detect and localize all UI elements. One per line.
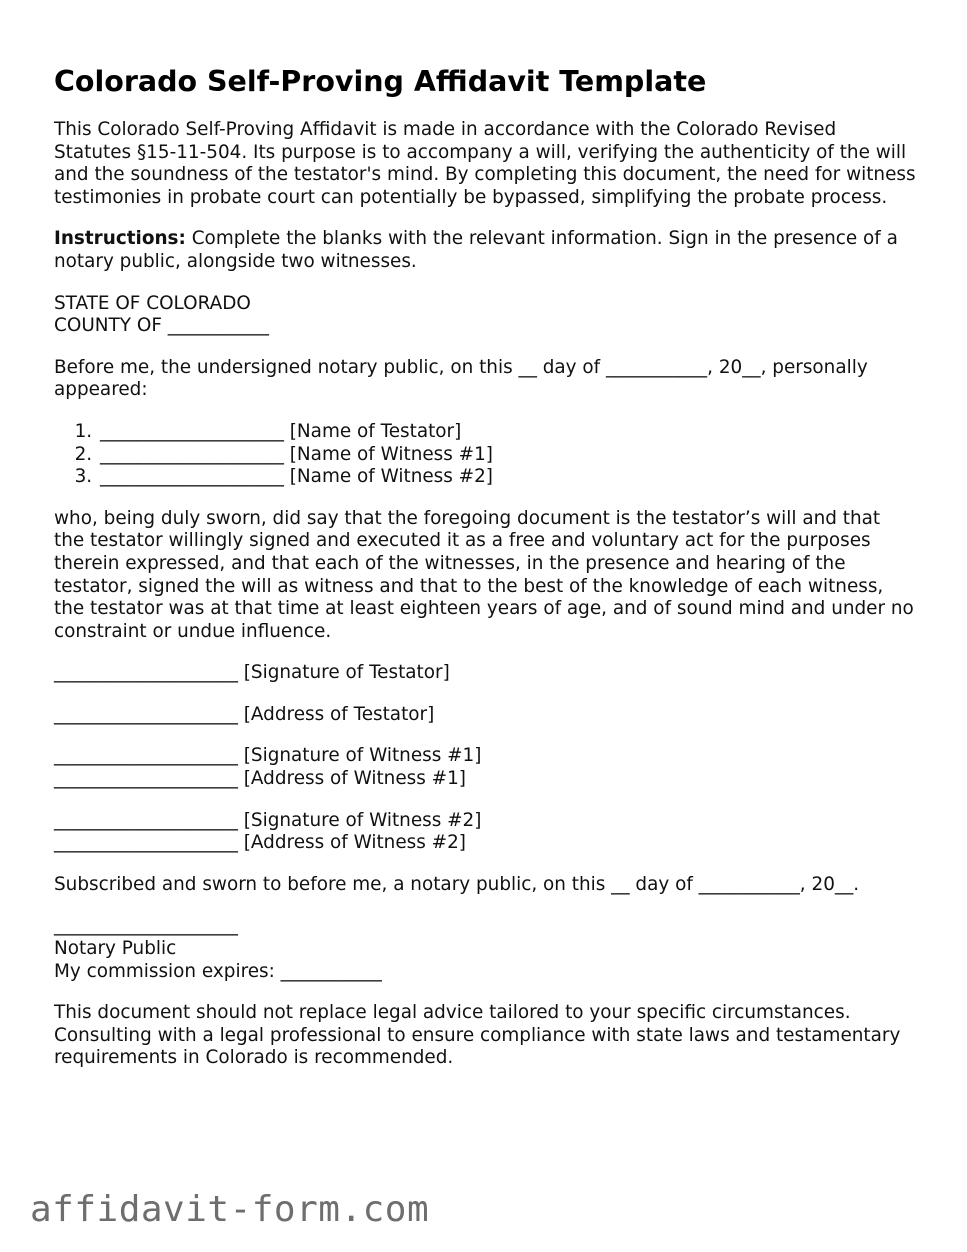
affidavit-document	[54, 62, 916, 1089]
intro-paragraph: This Colorado Self-Proving Affidavit is made in accordance with the Colorado Revised Statutes §15-11-504. Its purpose is to accompany a will, verifying the authenticity of the will and the soundness of the testator's mind. By completing this document, the need for witness testimonies in probate court can potentially be bypassed, simplifying the probate process.	[54, 119, 916, 208]
testator-address-block	[54, 704, 916, 727]
party-testator: 1. ____________________ [Name of Testator]	[98, 421, 916, 444]
notary-title: Notary Public	[54, 938, 177, 960]
oath-paragraph: who, being duly sworn, did say that the foregoing document is the testator’s will and that the testator willingly signed and executed it as a free and voluntary act for the purposes therein expressed, and that each of the witnesses, in the presence and hearing of the testator, signed the will as witness and that to the best of the knowledge of each witness, the testator was at that time at least eighteen years of age, and of sound mind and under no constraint or undue influence.	[54, 507, 914, 642]
notary-commission: My commission expires: ___________	[54, 960, 382, 982]
venue-block	[54, 293, 916, 338]
witness-2-address-line: ____________________ [Address of Witness #2]	[54, 832, 466, 854]
site-watermark: affidavit-form.com	[30, 1189, 430, 1230]
witness-2-signature-line: ____________________ [Signature of Witness #2]	[54, 809, 482, 831]
witness-2-block	[54, 810, 916, 855]
notary-block	[54, 915, 916, 983]
instructions-label: Instructions:	[54, 228, 186, 250]
witness-1-signature-line: ____________________ [Signature of Witness #1]	[54, 745, 482, 767]
parties-list	[54, 421, 916, 489]
instructions-paragraph	[54, 228, 916, 273]
witness-1-block	[54, 745, 916, 790]
venue-county: COUNTY OF ___________	[54, 315, 269, 337]
party-witness-2: 3. ____________________ [Name of Witness #2]	[98, 466, 916, 489]
notary-signature-line: ____________________	[54, 915, 238, 937]
venue-state: STATE OF COLORADO	[54, 292, 251, 314]
subscribed-paragraph: Subscribed and sworn to before me, a notary public, on this __ day of ___________, 20__.	[54, 873, 860, 895]
party-witness-1: 2. ____________________ [Name of Witness #1]	[98, 444, 916, 467]
witness-1-address-line: ____________________ [Address of Witness #1]	[54, 768, 466, 790]
document-title: Colorado Self-Proving Affidavit Template	[54, 65, 707, 98]
disclaimer-paragraph: This document should not replace legal advice tailored to your specific circumstances. Consulting with a legal professional to ensure compliance with state laws and testamentary requirements in Colorado is recommended.	[54, 1002, 901, 1069]
testator-signature-line: ____________________ [Signature of Testator]	[54, 662, 450, 684]
testator-signature-block	[54, 662, 916, 685]
appearance-paragraph: Before me, the undersigned notary public, on this __ day of ___________, 20__, personally appeared:	[54, 356, 868, 401]
instructions-text: Complete the blanks with the relevant information. Sign in the presence of a notary public, alongside two witnesses.	[54, 228, 898, 272]
testator-address-line: ____________________ [Address of Testator]	[54, 703, 435, 725]
